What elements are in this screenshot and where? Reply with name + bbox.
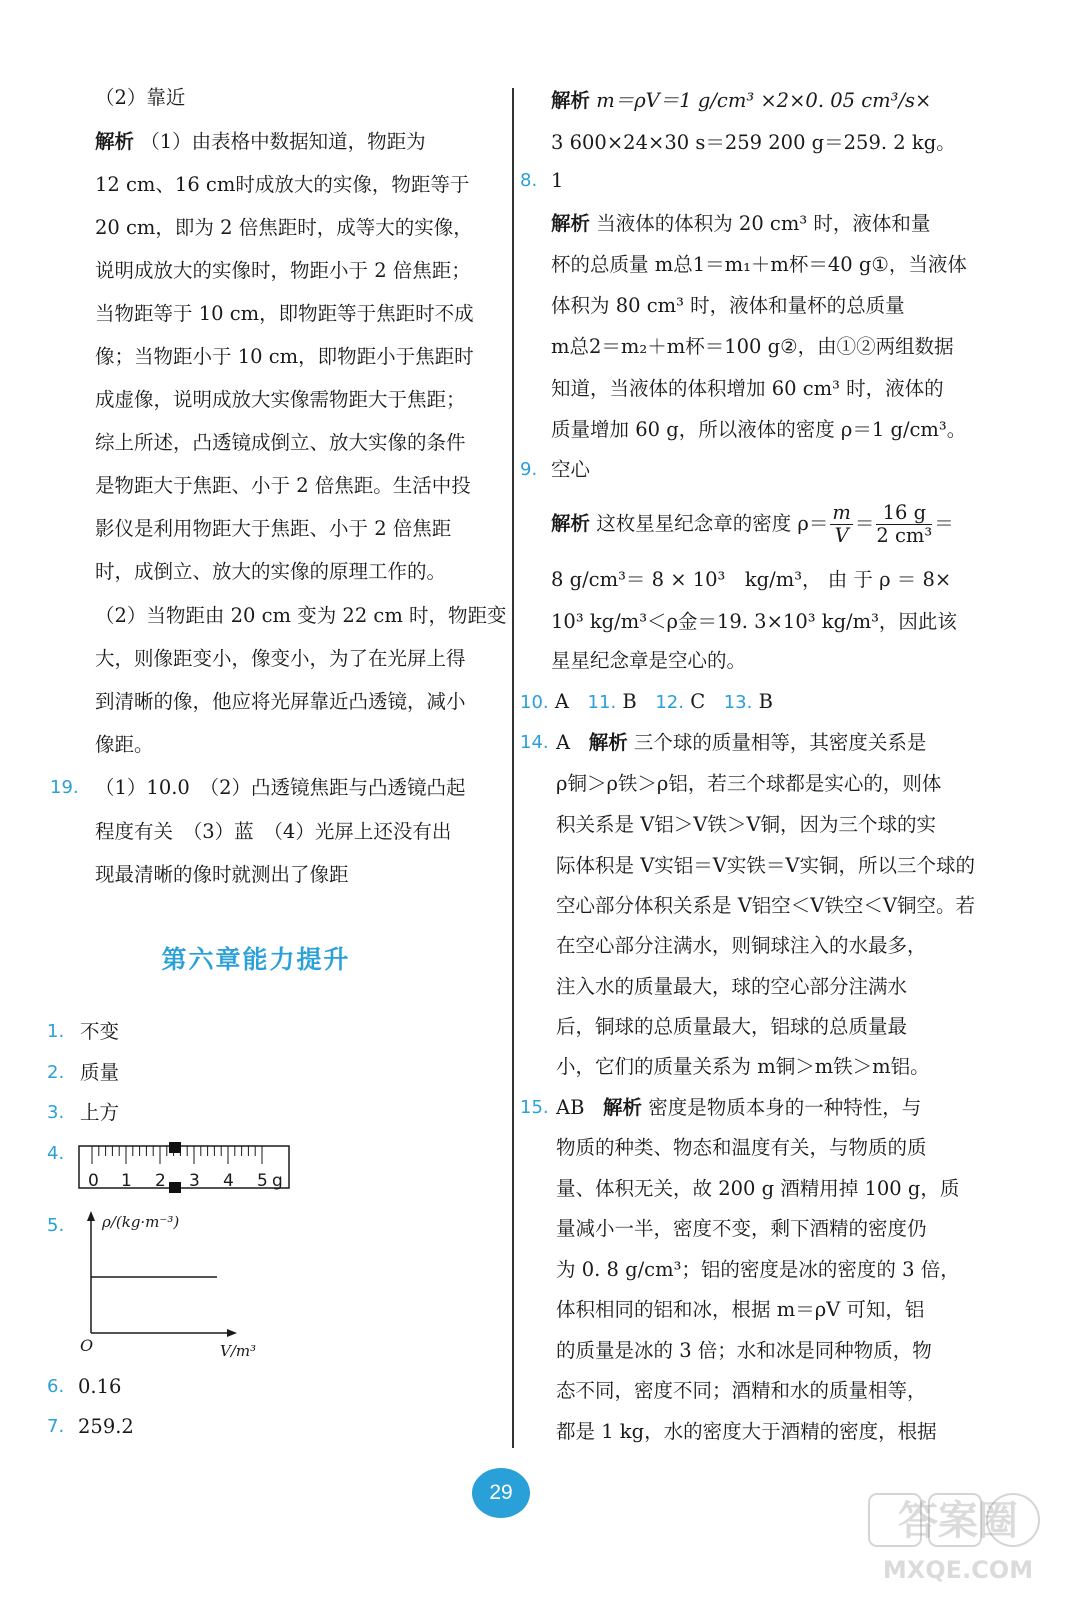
analysis-line: 成虚像，说明成放大实像需物距大于焦距； (95, 388, 466, 411)
q15-line: 的质量是冰的 3 倍；水和冰是同种物质，物 (556, 1339, 932, 1362)
analysis-line: 是物距大于焦距、小于 2 倍焦距。生活中投 (95, 474, 471, 497)
analysis-line: 当物距等于 10 cm，即物距等于焦距时不成 (95, 302, 474, 325)
question-number: 14. (520, 732, 549, 753)
scale-label: 4 (223, 1171, 234, 1191)
q19-line: 现最清晰的像时就测出了像距 (95, 863, 349, 886)
answer-text: 0.16 (78, 1375, 122, 1398)
analysis-line: 说明成放大的实像时，物距小于 2 倍焦距； (95, 259, 471, 282)
origin-label: O (80, 1336, 94, 1355)
q14-line: 注入水的质量最大，球的空心部分注满水 (556, 975, 908, 998)
analysis-label: 解析 (95, 130, 135, 153)
q9-intro: 这枚星星纪念章的密度 ρ＝ (596, 512, 829, 535)
analysis-label: 解析 (551, 212, 591, 235)
q14-line: 空心部分体积关系是 V铝空＜V铁空＜V铜空。若 (556, 894, 975, 917)
q9-answer: 空心 (551, 458, 591, 481)
fraction-16g-over-2cm3: $\frac{16 g}{\text{2 cm³}}$ (876, 501, 933, 547)
question-number: 4. (47, 1143, 65, 1164)
scale-label: 2 (155, 1171, 166, 1191)
answer-text: 质量 (80, 1061, 120, 1084)
q14-line: ρ铜＞ρ铁＞ρ铝，若三个球都是实心的，则体 (556, 772, 942, 795)
analysis-line: 像距。 (95, 733, 154, 756)
q8-line: 质量增加 60 g，所以液体的密度 ρ＝1 g/cm³。 (551, 418, 967, 441)
watermark-bottom-text: MXQE.COM (882, 1556, 1034, 1584)
q9-line: 星星纪念章是空心的。 (551, 649, 747, 672)
q14-line: 后，铜球的总质量最大，铝球的总质量最 (556, 1015, 908, 1038)
analysis-line: 12 cm、16 cm时成放大的实像，物距等于 (95, 173, 470, 196)
q7-analysis (551, 87, 931, 115)
question-number: 7. (47, 1416, 65, 1437)
q19-line: 程度有关 （3）蓝 （4）光屏上还没有出 (95, 820, 452, 843)
y-axis-label: ρ/(kg·m⁻³) (102, 1213, 180, 1231)
q15-line: 量减小一半，密度不变，剩下酒精的密度仍 (556, 1217, 927, 1240)
q14-line: 小，它们的质量关系为 m铜＞m铁＞m铝。 (556, 1055, 930, 1078)
question-number: 15. (520, 1097, 549, 1118)
q18-part2-answer: （2）靠近 (95, 86, 186, 109)
q7-line: m＝ρV＝1 g/cm³ ×2×0. 05 cm³/s× (596, 89, 932, 112)
q8-line: 杯的总质量 m总1＝m₁＋m杯＝40 g①，当液体 (551, 253, 967, 276)
density-volume-graph (70, 1208, 270, 1368)
q7-line: 3 600×24×30 s＝259 200 g＝259. 2 kg。 (551, 131, 956, 154)
question-number: 8. (520, 170, 538, 191)
q15-line: 都是 1 kg，水的密度大于酒精的密度，根据 (556, 1420, 937, 1443)
watermark-logo (863, 1490, 1053, 1590)
question-number: 2. (47, 1062, 65, 1083)
analysis-label: 解析 (551, 89, 591, 112)
rider-marker-top (169, 1142, 181, 1153)
q9-line: 8 g/cm³＝ 8 × 10³ kg/m³， 由 于 ρ ＝ 8× (551, 568, 952, 591)
q8-answer: 1 (551, 169, 564, 192)
q8-line: 当液体的体积为 20 cm³ 时，液体和量 (596, 212, 931, 235)
x-axis-label: V/m³ (220, 1342, 257, 1360)
q15-line: 量、体积无关，故 200 g 酒精用掉 100 g，质 (556, 1177, 960, 1200)
analysis-line: 时，成倒立、放大的实像的原理工作的。 (95, 560, 447, 583)
chapter-heading: 第六章能力提升 (161, 945, 351, 974)
rider-marker-bottom (169, 1182, 181, 1193)
q14-line: 际体积是 V实铝＝V实铁＝V实铜，所以三个球的 (556, 854, 975, 877)
scale-label: 1 (121, 1171, 132, 1191)
analysis-line: 影仪是利用物距大于焦距、小于 2 倍焦距 (95, 517, 452, 540)
x-axis-arrow (227, 1329, 237, 1337)
analysis-line: 大，则像距变小，像变小，为了在光屏上得 (95, 647, 466, 670)
answer-text: 上方 (80, 1101, 120, 1124)
q15-line: 态不同，密度不同；酒精和水的质量相等， (556, 1379, 927, 1402)
balance-scale-diagram (78, 1140, 293, 1196)
q8-line: 知道，当液体的体积增加 60 cm³ 时，液体的 (551, 377, 944, 400)
question-number: 1. (47, 1021, 65, 1042)
q15-line: 物质的种类、物态和温度有关，与物质的质 (556, 1136, 927, 1159)
q8-line: 体积为 80 cm³ 时，液体和量杯的总质量 (551, 294, 905, 317)
scale-label: 0 (88, 1171, 99, 1191)
scale-label: g (272, 1171, 283, 1191)
column-divider (512, 88, 514, 1448)
q15-first-line: AB 解析 密度是物质本身的一种特性，与 (556, 1096, 922, 1119)
analysis-label: 解析 (551, 512, 591, 535)
question-number: 19. (50, 777, 79, 798)
answer-text: 不变 (80, 1020, 120, 1043)
y-axis-arrow (87, 1211, 95, 1221)
question-number: 6. (47, 1376, 65, 1397)
scale-label: 5 (257, 1171, 268, 1191)
analysis-line: 像；当物距小于 10 cm，即物距小于焦距时 (95, 345, 474, 368)
q19-line: （1）10.0 （2）凸透镜焦距与凸透镜凸起 (95, 776, 466, 799)
q14-first-line: A 解析 三个球的质量相等，其密度关系是 (556, 731, 927, 754)
question-number: 9. (520, 459, 538, 480)
analysis-line: （1）由表格中数据知道，物距为 (140, 130, 426, 153)
question-number: 5. (47, 1215, 65, 1236)
q9-line: 10³ kg/m³＜ρ金＝19. 3×10³ kg/m³，因此该 (551, 610, 957, 633)
q8-analysis (551, 210, 930, 238)
answers-10-13: 10. A 11. B 12. C 13. B (520, 690, 773, 713)
q15-line: 体积相同的铝和冰，根据 m＝ρV 可知，铝 (556, 1298, 925, 1321)
analysis-line: 20 cm，即为 2 倍焦距时，成等大的实像， (95, 216, 473, 239)
scale-label: 3 (189, 1171, 200, 1191)
q8-line: m总2＝m₂＋m杯＝100 g②，由①②两组数据 (551, 335, 954, 358)
analysis-line: 综上所述，凸透镜成倒立、放大实像的条件 (95, 431, 466, 454)
fraction-m-over-v: $\frac{m}{V}$ (832, 501, 851, 547)
watermark-top-text: 答案圈 (898, 1498, 1018, 1544)
answer-text: 259.2 (78, 1415, 134, 1438)
q15-line: 为 0. 8 g/cm³；铝的密度是冰的密度的 3 倍， (556, 1258, 960, 1281)
page-number: 29 (472, 1468, 530, 1518)
question-number: 3. (47, 1102, 65, 1123)
q14-line: 在空心部分注满水，则铜球注入的水最多， (556, 934, 927, 957)
q14-line: 积关系是 V铝＞V铁＞V铜，因为三个球的实 (556, 813, 936, 836)
analysis-line: （2）当物距由 20 cm 变为 22 cm 时，物距变 (95, 604, 507, 627)
q9-analysis: 解析 这枚星星纪念章的密度 ρ＝ $\frac{m}{V}$ ＝ $\frac{16 g}{\text{2 cm³}}$ ＝ (551, 501, 954, 547)
q18-analysis (95, 128, 426, 156)
analysis-line: 到清晰的像，他应将光屏靠近凸透镜，减小 (95, 690, 466, 713)
